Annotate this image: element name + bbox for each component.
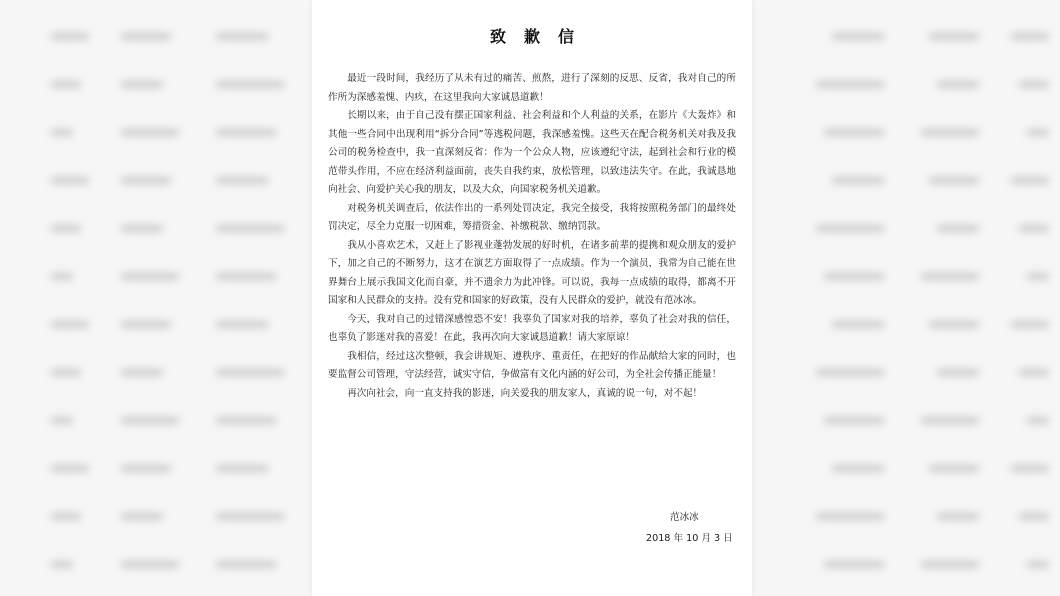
blurred-text-line: [120, 560, 180, 569]
blurred-text-line: [120, 128, 180, 137]
blurred-text-line: [936, 512, 980, 521]
blurred-text-line: [50, 416, 74, 425]
blurred-text-line: [815, 368, 885, 377]
blurred-text-line: [215, 464, 269, 473]
blurred-text-line: [120, 176, 172, 185]
blurred-text-line: [936, 224, 980, 233]
blurred-text-line: [815, 512, 885, 521]
letter-body: [328, 70, 736, 403]
signature: 范冰冰: [670, 512, 699, 523]
blurred-text-line: [920, 272, 980, 281]
blurred-text-line: [823, 560, 885, 569]
letter-title: 致歉信: [489, 27, 592, 46]
blurred-text-line: [831, 320, 885, 329]
blurred-text-line: [1026, 272, 1050, 281]
blurred-text-line: [1018, 368, 1050, 377]
blurred-text-line: [920, 560, 980, 569]
blurred-text-line: [120, 224, 164, 233]
blurred-text-line: [50, 512, 82, 521]
blurred-text-line: [1010, 464, 1050, 473]
blurred-text-line: [50, 368, 82, 377]
letter-page: [312, 0, 752, 596]
blurred-text-line: [928, 176, 980, 185]
blurred-text-line: [928, 464, 980, 473]
blurred-text-line: [1018, 512, 1050, 521]
blurred-text-line: [120, 416, 180, 425]
blurred-text-line: [50, 272, 74, 281]
blurred-text-line: [50, 176, 90, 185]
blurred-text-line: [50, 80, 82, 89]
blurred-text-line: [50, 560, 74, 569]
blurred-text-line: [215, 80, 285, 89]
blurred-text-line: [815, 224, 885, 233]
blurred-text-line: [215, 272, 277, 281]
blurred-text-line: [120, 272, 180, 281]
blurred-text-line: [1010, 320, 1050, 329]
blurred-background-left: [0, 0, 325, 596]
letter-date: 2018 年 10 月 3 日: [646, 533, 733, 544]
blurred-text-line: [120, 80, 164, 89]
blurred-background-right: [735, 0, 1060, 596]
blurred-text-line: [920, 416, 980, 425]
blurred-text-line: [120, 512, 164, 521]
blurred-text-line: [936, 368, 980, 377]
blurred-text-line: [215, 416, 277, 425]
blurred-text-line: [831, 176, 885, 185]
blurred-text-line: [120, 320, 172, 329]
blurred-text-line: [928, 320, 980, 329]
blurred-text-line: [920, 128, 980, 137]
blurred-text-line: [50, 224, 82, 233]
blurred-text-line: [1026, 416, 1050, 425]
blurred-text-line: [928, 32, 980, 41]
blurred-text-line: [215, 560, 277, 569]
blurred-text-line: [1018, 80, 1050, 89]
blurred-text-line: [1010, 32, 1050, 41]
blurred-text-line: [215, 224, 285, 233]
blurred-text-line: [120, 368, 164, 377]
blurred-text-line: [831, 32, 885, 41]
blurred-text-line: [936, 80, 980, 89]
paragraph-1: 最近一段时间，我经历了从未有过的痛苦、煎熬，进行了深刻的反思、反省，我对自己的所作所为深感羞愧、内疚，在这里我向大家诚恳道歉！: [328, 73, 736, 103]
blurred-text-line: [1018, 224, 1050, 233]
blurred-text-line: [1010, 176, 1050, 185]
blurred-text-line: [823, 272, 885, 281]
blurred-text-line: [50, 128, 74, 137]
blurred-text-line: [831, 464, 885, 473]
paragraph-7: 再次向社会，向一直支持我的影迷，向关爱我的朋友家人，真诚的说一句，对不起！: [347, 387, 703, 399]
blurred-text-line: [50, 464, 90, 473]
blurred-text-line: [50, 32, 90, 41]
paragraph-3: 对税务机关调查后，依法作出的一系列处罚决定，我完全接受，我将按照税务部门的最终处罚决定，尽全力克服一切困难，筹措资金、补缴税款、缴纳罚款。: [328, 202, 736, 232]
paragraph-6: 我相信，经过这次整顿，我会讲规矩、遵秩序、重责任，在把好的作品献给大家的同时，也要监督公司管理，守法经营，诚实守信，争做富有文化内涵的好公司，为全社会传播正能量！: [328, 350, 736, 380]
blurred-text-line: [1026, 560, 1050, 569]
blurred-text-line: [215, 320, 269, 329]
blurred-text-line: [215, 128, 277, 137]
paragraph-4: 我从小喜欢艺术，又赶上了影视业蓬勃发展的好时机，在诸多前辈的提携和观众朋友的爱护下，加之自己的不断努力，这才在演艺方面取得了一点成绩。作为一个演员，我常为自己能在世界舞台上展示我国文化而自豪，并不遗余力为此冲锋。可以说，我每一点成绩的取得，都离不开国家和人民群众的支持。没有党和国家的好政策，没有人民群众的爱护，就没有范冰冰。: [328, 239, 736, 306]
blurred-text-line: [823, 128, 885, 137]
blurred-text-line: [215, 32, 269, 41]
blurred-text-line: [823, 416, 885, 425]
blurred-text-line: [120, 464, 172, 473]
blurred-text-line: [215, 512, 285, 521]
blurred-text-line: [215, 176, 269, 185]
blurred-text-line: [215, 368, 285, 377]
blurred-text-line: [815, 80, 885, 89]
paragraph-5: 今天，我对自己的过错深感惶恐不安！我辜负了国家对我的培养，辜负了社会对我的信任，也辜负了影迷对我的喜爱！在此，我再次向大家诚恳道歉！请大家原谅！: [328, 313, 736, 343]
blurred-text-line: [1026, 128, 1050, 137]
blurred-text-line: [120, 32, 172, 41]
blurred-text-line: [50, 320, 90, 329]
paragraph-2: 长期以来，由于自己没有摆正国家利益、社会利益和个人利益的关系，在影片《大轰炸》和其他一些合同中出现利用“拆分合同”等逃税问题，我深感羞愧。这些天在配合税务机关对我及我公司的税务检查中，我一直深刻反省：作为一个公众人物，应该遵纪守法，起到社会和行业的模范带头作用，不应在经济利益面前，丧失自我约束，放松管理，以致违法失守。在此，我诚恳地向社会、向爱护关心我的朋友，以及大众，向国家税务机关道歉。: [328, 110, 736, 195]
